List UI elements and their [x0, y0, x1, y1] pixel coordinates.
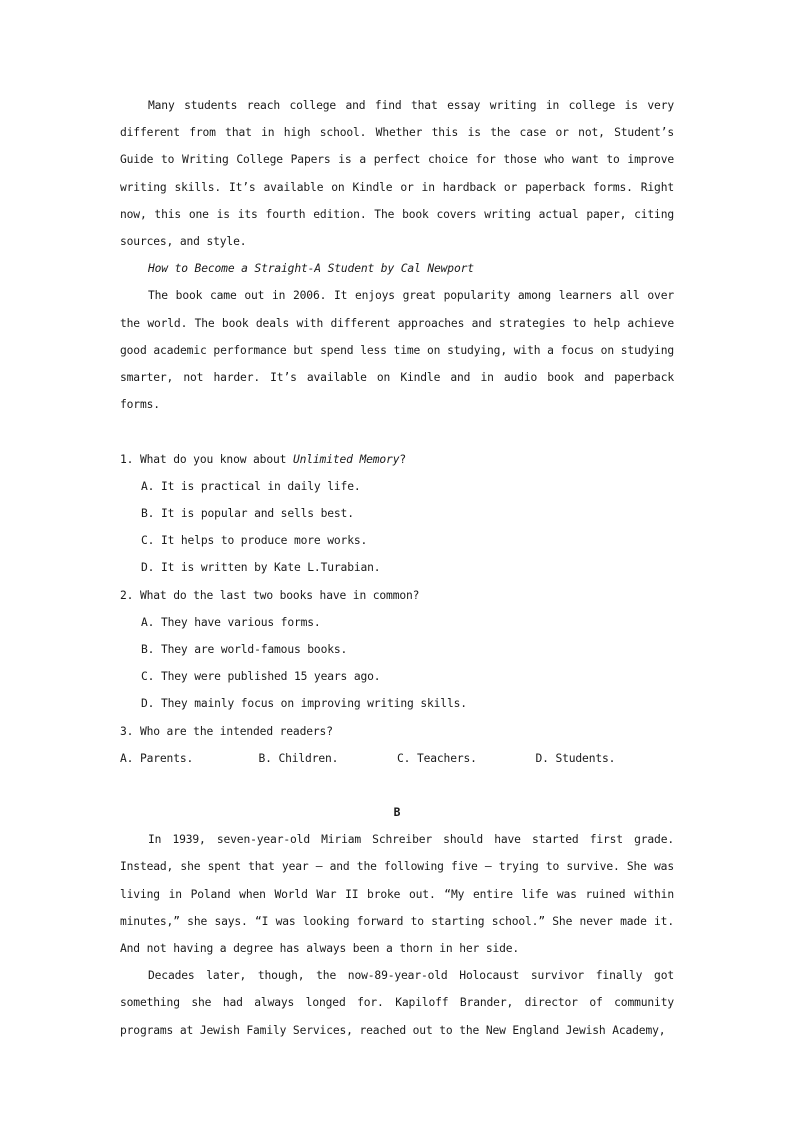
question-3-option-c: C. Teachers. — [397, 751, 477, 765]
question-3-options — [120, 745, 674, 772]
question-1-prefix: 1. What do you know about — [120, 452, 293, 466]
question-3-option-b: B. Children. — [258, 751, 339, 765]
passage-a-paragraph-1: Many students reach college and find that essay writing in college is very different from that in high school. Whether this is the case or not, Student’s Guide to Writing College Papers is a perfect choice for those who want to improve writing skills. It’s available on Kindle or in hardback or paperback forms. Right now, this one is its fourth edition. The book covers writing actual paper, citing sources, and style. — [120, 99, 674, 249]
document-page — [120, 92, 674, 1044]
question-3: 3. Who are the intended readers? — [120, 724, 333, 738]
passage-b-paragraph-2: Decades later, though, the now-89-year-old Holocaust survivor finally got something she had always longed for. Kapiloff Brander, director of community programs at Jewish Family Services, reached out to the New England Jewish Academy, — [120, 969, 674, 1037]
question-3-option-d: D. Students. — [535, 751, 616, 765]
question-1-suffix: ? — [399, 452, 407, 466]
question-1 — [120, 446, 674, 473]
question-2-option-b: B. They are world-famous books. — [141, 643, 348, 657]
question-1-option-b: B. It is popular and sells best. — [141, 507, 354, 521]
question-2-option-a: A. They have various forms. — [141, 615, 321, 629]
question-1-option-a: A. It is practical in daily life. — [141, 479, 361, 493]
question-3-option-a: A. Parents. — [120, 751, 194, 765]
question-2-option-d: D. They mainly focus on improving writing skills. — [141, 697, 467, 711]
book-title: How to Become a Straight-A Student by Cal Newport — [148, 262, 474, 276]
question-1-option-d: D. It is written by Kate L.Turabian. — [141, 561, 381, 575]
question-2-option-c: C. They were published 15 years ago. — [141, 670, 381, 684]
question-1-book-name: Unlimited Memory — [292, 452, 400, 466]
question-2: 2. What do the last two books have in common? — [120, 588, 420, 602]
passage-b-paragraph-1: In 1939, seven-year-old Miriam Schreiber should have started first grade. Instead, she spent that year — and the following five — trying to survive. She was living in Poland when World War II broke out. “My entire life was ruined within minutes,” she says. “I was looking forward to starting school.” She never made it. And not having a degree has always been a thorn in her side. — [120, 833, 674, 956]
section-label-b: B — [393, 806, 401, 820]
passage-a-paragraph-2: The book came out in 2006. It enjoys great popularity among learners all over the world. The book deals with different approaches and strategies to help achieve good academic performance but spend less time on studying, with a focus on studying smarter, not harder. It’s available on Kindle and in audio book and paperback forms. — [120, 289, 674, 412]
question-1-option-c: C. It helps to produce more works. — [141, 534, 368, 548]
